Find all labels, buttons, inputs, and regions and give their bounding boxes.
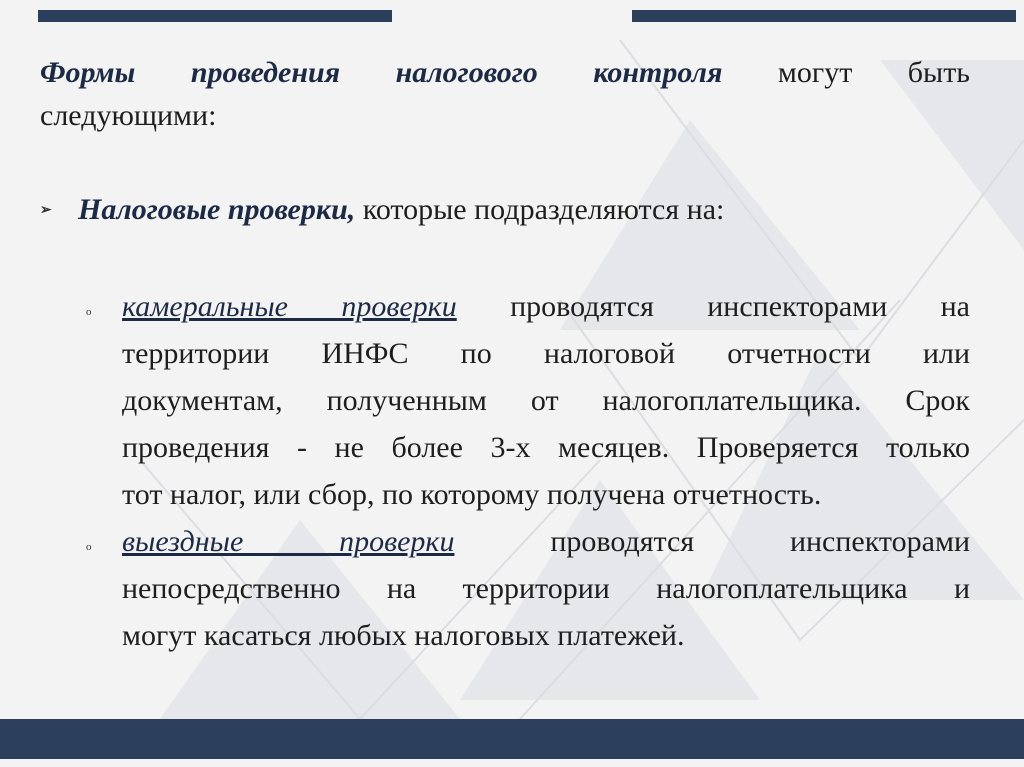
item-tax-audits-rest: которые подразделяются на: [362,193,725,226]
intro-paragraph-line1 [40,52,970,94]
desk-audit-line-1 [122,283,970,330]
field-audit-term: выездные проверки [122,525,455,558]
item-tax-audits-title: Налоговые проверки, [78,193,356,226]
intro-paragraph-line2: следующими: [40,99,217,132]
item-tax-audits [78,189,978,231]
intro-rest: могут быть [777,56,970,89]
desk-audit-line-2: территории ИНФС по налоговой отчетности или [122,337,970,370]
field-audit-line-2: непосредственно на территории налогоплательщика и [122,572,970,605]
intro-emphasis: Формы проведения налогового контроля [40,56,723,89]
field-audit-line-1 [122,518,970,565]
field-audit-first-rest: проводятся инспекторами [550,525,970,558]
field-audit-line-3: могут касаться любых налоговых платежей. [122,619,685,652]
desk-audit-line-4: проведения - не более 3-х месяцев. Проверяется только [122,431,970,464]
desk-audit-paragraph [122,283,970,518]
circle-bullet-icon: o [86,541,92,553]
top-right-accent-bar [632,10,1016,22]
circle-bullet-icon: o [86,306,92,318]
top-left-accent-bar [38,10,392,22]
desk-audit-line-5: тот налог, или сбор, по которому получена отчетность. [122,478,822,511]
desk-audit-first-rest: проводятся инспекторами на [510,290,970,323]
arrow-bullet-icon: ➢ [40,203,52,218]
desk-audit-line-3: документам, полученным от налогоплательщика. Срок [122,384,970,417]
desk-audit-term: камеральные проверки [122,290,457,323]
bottom-accent-bar [0,719,1024,759]
field-audit-paragraph [122,518,970,659]
